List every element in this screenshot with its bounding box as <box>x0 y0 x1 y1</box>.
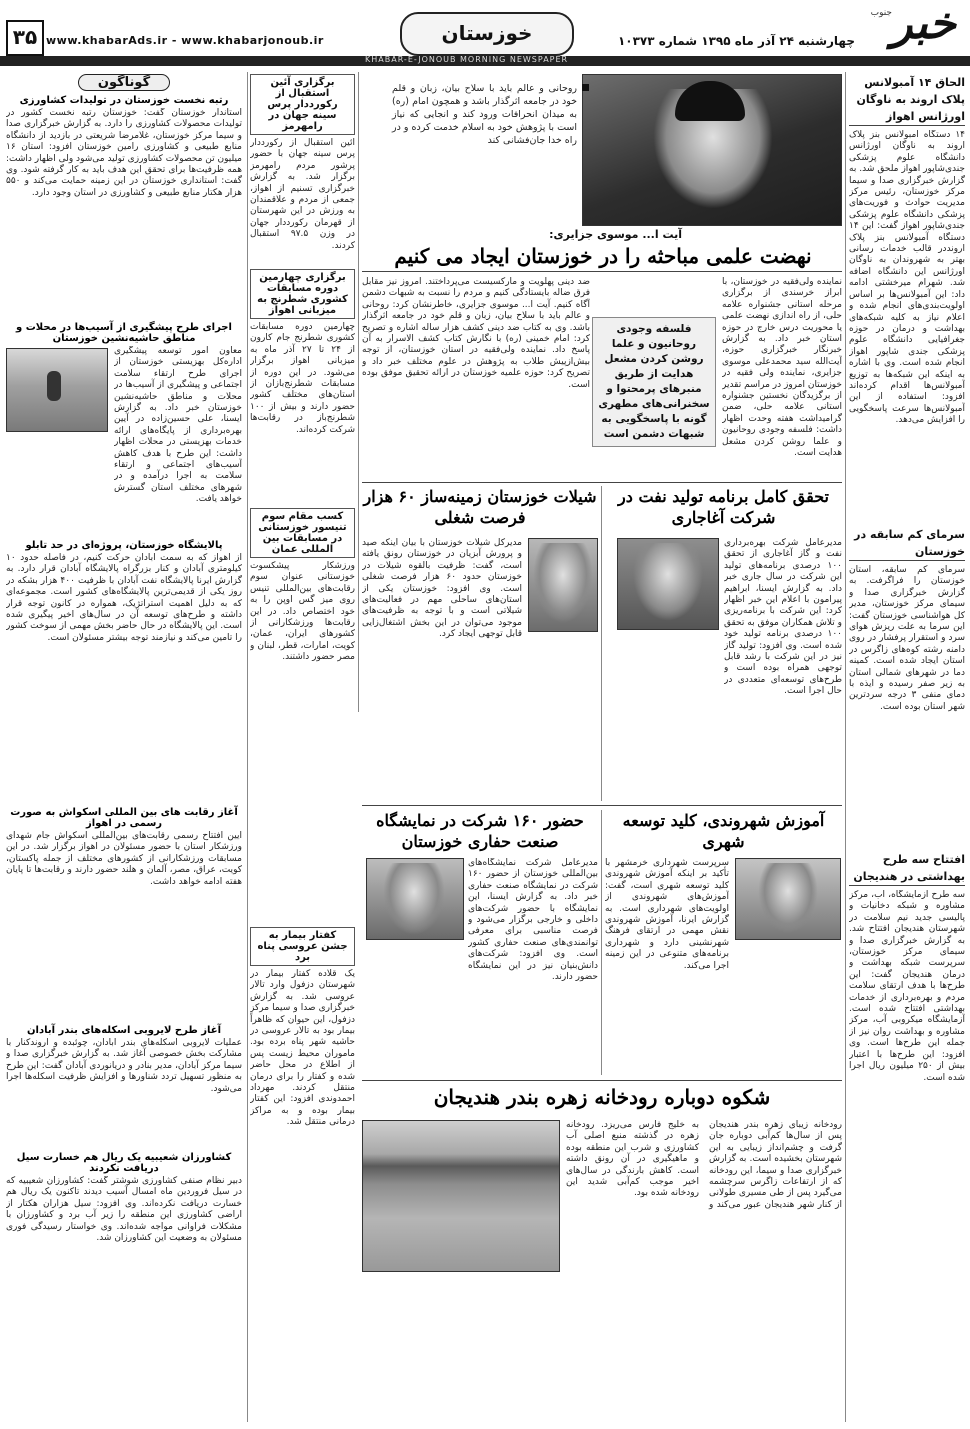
masthead <box>0 0 970 70</box>
expo-body: مدیرعامل شرکت نمایشگاه‌های بین‌المللی خوزستان از حضور ۱۶۰ شرکت در نمایشگاه صنعت حفاری خبر داد. به گزارش ایسنا، این نمایشگاه با حضور شرکت‌های داخلی و خارجی برگزار می‌شود و فرصت مناسبی برای معرفی توانمندی‌های صنعت حفاری کشور است. وی افزود: شرکت‌های دانش‌بنیان نیز در این نمایشگاه حضور دارند. <box>468 858 598 983</box>
story-body-right: نماینده ولی‌فقیه در خوزستان، با ابراز خرسندی از برگزاری مرحله استانی جشنواره علامه حلی، از راه اندازی نهضت علمی یا محوریت درس خارج در حوزه استان خبر داد. به گزارش خبرنگار خبرگزاری حوزه، آیت‌الله سید محمدعلی موسوی جزایری، نماینده ولی فقیه در خوزستان امروز در مراسم تقدیر از برگزیدگان نخستین جشنواره استانی علامه حلی، ضمن گرامیداشت هفته وحدت اظهار داشت: فلسفه وجودی روحانیون و علما روشن کردن مشعل هدایت است. <box>722 277 842 459</box>
right-item-heading: افتتاح سه طرح بهداشتی در هندیجان <box>849 851 965 886</box>
photo-child-playing <box>6 348 108 432</box>
right-item-body: سرمای کم سابقه، استان خوزستان را فراگرفت. به گزارش خبرگزاری صدا و سیمای مرکز خوزستان، مدیر کل هواشناسی خوزستان گفت: این سرما به علت ریزش هوای سرد و استقرار پرفشار در روی دامنه رشته کوه‌های زاگرس در استان ایجاد شده است. کمینه دما در شهرهای شمالی استان به زیر صفر رسیده و ایذه با دمای منفی ۳ درجه سردترین شهر استان بوده است. <box>849 565 965 712</box>
right-item-2 <box>849 526 965 845</box>
photo-zohreh-river <box>362 1120 560 1272</box>
col2-item-2 <box>250 269 355 502</box>
websites: www.khabarAds.ir - www.khabarjonoub.ir <box>46 34 324 47</box>
left-item-heading: آغاز طرح لایروبی اسکله‌های بندر آبادان <box>26 1025 221 1036</box>
col2-item-4 <box>250 927 355 1329</box>
photo-expo-manager <box>366 858 464 940</box>
left-item-6 <box>6 1152 242 1366</box>
right-item-body: سه طرح آزمایشگاه، آب، مرکز مشاوره و شبکه دخانیات و پالیسی جدید نیم سلامت در شهرستان هندیجان افتتاح شد. به گزارش خبرگزاری صدا و سیمای مرکز خوزستان، سرپرست شبکه بهداشت و درمان هندیجان گفت: این طرح‌ها با هدف ارتقای سلامت مردم و بهره‌برداری از خدمات بهداشتی افتتاح شده است. آزمایشگاه میکروبی آب، مرکز مشاوره و بهداشت روان نیز از جمله این طرح‌ها است. وی افزود: این طرح‌ها با اعتبار بیش از ۲۵۰ میلیون ریال اجرا شده است. <box>849 890 965 1083</box>
river-headline: شکوه دوباره رودخانه زهره بندر هندیجان <box>433 1085 771 1109</box>
story-river <box>362 1084 842 1422</box>
story-kicker: آیت ا... موسوی جزایری: <box>549 228 682 241</box>
expo-headline: حضور ۱۶۰ شرکت در نمایشگاه صنعت حفاری خوزستان <box>376 811 584 851</box>
river-body: رودخانه زیبای زهره بندر هندیجان پس از سال‌ها کم‌آبی دوباره جان گرفت و چشم‌انداز زیبایی به این شهرستان بخشیده است. به گزارش خبرگزاری صدا و سیما، این رودخانه که از ارتفاعات زاگرس سرچشمه می‌گیرد پس از طی مسیری طولانی از کنار شهر هندیجان عبور می‌کند و به خلیج فارس می‌ریزد. رودخانه زهره در گذشته منبع اصلی آب کشاورزی و شرب این منطقه بوده و ماهیگیری در آن رونق داشته است. کاهش بارندگی در سال‌های اخیر موجب کم‌آبی شدید این رودخانه شده بود. <box>566 1120 842 1210</box>
story-headline: نهضت علمی مباحثه را در خوزستان ایجاد می کنیم <box>394 244 812 268</box>
right-item-1 <box>849 74 965 520</box>
story-body-left: ضد دینی پهلویت و مارکسیست می‌پرداختند. امروز نیز مقابل فرق ضاله بایستادگی کنیم و مردم را نسبت به شبهات دشمن آگاه کنیم. آیت ا... موسوی جزایری، خاطرنشان کرد: روحانی و عالم باید با سلاح بیان، زبان و قلم خود در جامعه اثرگذار باشد. وی به کتاب ضد دینی کشف هزار ساله اشاره و تصریح کرد: امام خمینی (ره) با نگارش کتاب کشف الاسرار به آن پاسخ داد. نماینده ولی‌فقیه در استان خوزستان، از توجه بیش‌ازپیش طلاب به پژوهش در علوم مختلف خبر داد و تصریح کرد: حوزه علمیه خوزستان در ارائه تحقیق موفق بوده است. <box>362 277 590 390</box>
shilat-headline: شیلات خوزستان زمینه‌ساز ۶۰ هزار فرصت شغلی <box>363 487 597 527</box>
left-item-1 <box>6 95 242 318</box>
right-item-body: ۱۴ دستگاه آمبولانس بنز پلاک اروند به ناوگان اورژانس دانشگاه علوم پزشکی جندی‌شاپور اهواز ملحق شد. به گزارش خبرگزاری صدا و سیما مرکز خوزستان، رئیس مرکز مدیریت حوادث و فوریت‌های پزشکی دانشگاه علوم پزشکی جندی‌شاپور اهواز گفت: این ۱۴ دستگاه آمبولانس بنز پلاک ارونددر قالب خدمات رسانی بهتر به شهروندان به ناوگان اورژانس این دانشگاه اضافه شد. شهرام میرخشتی ادامه داد: این آمبولانس‌ها بر اساس اولویت‌بندی‌های انجام شده و اعلام نیاز به کلیه شبکه‌های بهداشت و درمان در حوزه جغرافیایی دانشگاه علوم پزشکی جندی شاپور اهواز انجام شده است. وی با اشاره به اینکه این شبکه‌ها به توزیع آمبولانس‌ها اقدام کرده‌اند افزود: استفاده از این آمبولانس‌ها سرعت پاسخگویی را افزایش می‌دهد. <box>849 130 965 426</box>
col2-body: یک قلاده کفتار بیمار در شهرستان دزفول وارد تالار عروسی شد. به گزارش خبرگزاری صدا و سیما مرکز دزفول، این حیوان که ظاهراً بیمار بود به تالار عروسی در حاشیه شهر پناه برده بود. ماموران محیط زیست پس از اطلاع در محل حاضر شده و کفتار را برای درمان منتقل کردند. مهرداد احمدوندی افزود: این کفتار بیمار بوده و به مراکز درمانی منتقل شد. <box>250 969 355 1128</box>
left-item-body: عملیات لایروبی اسکله‌های بندر آبادان، چوئبده و اروندکنار با مشارکت بخش خصوصی آغاز شد. به گزارش خبرگزاری صدا و سیما مرکز آبادان، مدیر بنادر و دریانوردی آبادان گفت: این طرح به منظور تسهیل تردد شناورها و افزایش ظرفیت اسکله‌ها اجرا می‌شود. <box>6 1038 242 1094</box>
section-tab <box>400 12 574 56</box>
left-item-3 <box>6 540 242 803</box>
left-item-heading: رتبه نخست خوزستان در تولیدات کشاورزی <box>19 95 229 106</box>
col2-heading: کسب مقام سوم تنیسور خوزستانی در مسابقات بین المللی عمان <box>250 508 355 558</box>
logo <box>862 0 962 50</box>
caption-text: روحانی و عالم باید با سلاح بیان، زبان و قلم خود در جامعه اثرگذار باشد و همچون امام (ره) به میدان انحرافات ورود کند و انجایی که نیاز است با پژوهش خود به اسلام خدمت کرده و در راه خدا جان‌فشانی کند <box>392 83 577 146</box>
left-item-body: استاندار خوزستان گفت: خوزستان رتبه نخست کشور در تولیدات محصولات کشاورزی را دارد. به گزارش خبرگزاری صدا و سیما مرکز خوزستان، غلامرضا شریعتی در بازدید از دانشگاه منابع طبیعی و کشاورزی رامین خوزستان افزود: استان ۱۶ میلیون تن محصولات کشاورزی تولید می‌شود ولی اظهار داشت: همه ظرفیت‌ها برای تحقق این هدف باید به کار گرفته شود. وی گفت: استانداری خوزستان در این زمینه حمایت می‌کند و ۵۵۰ هزار هکتار منابع طبیعی و کشاورزی در استان وجود دارد. <box>6 108 242 198</box>
left-item-5 <box>6 1025 242 1148</box>
right-column <box>849 74 965 1424</box>
citizen-headline: آموزش شهروندی، کلید توسعه شهری <box>622 811 825 851</box>
date-line: چهارشنبه ۲۴ آذر ماه ۱۳۹۵ شماره ۱۰۳۷۳ <box>617 34 855 48</box>
left-item-body: معاون امور توسعه پیشگیری اداره‌کل بهزیستی خوزستان از اجرای طرح ارتقاء سلامت اجتماعی و پیشگیری از آسیب‌ها در محلات و مناطق حاشیه‌نشین خوزستان خبر داد. به گزارش ایسنا، علی حسین‌زاده در آیین بهره‌برداری از پایگاه‌های ارائه خدمات بهزیستی در محلات اظهار داشت: این طرح با هدف کاهش آسیب‌های اجتماعی و ارتقاء سلامت به اجرا درآمده و در شهرهای مختلف استان گسترش خواهد یافت. <box>114 346 242 505</box>
col2-item-1 <box>250 74 355 263</box>
story-citizen <box>605 810 842 1075</box>
photo-oil-manager <box>617 538 719 630</box>
pull-quote-text: فلسفه وجودی روحانیون و علما روشن کردن مشعل هدایت از طریق منبرهای پرمحتوا و سخنرانی‌های مطهری گونه با پاسخگویی به شبهات دشمن است <box>598 323 710 440</box>
story-shilat <box>362 486 598 801</box>
logo-sub: جنوب <box>870 8 892 18</box>
oil-body: مدیرعامل شرکت بهره‌برداری نفت و گاز آغاجاری از تحقق ۱۰۰ درصدی برنامه‌های تولید این شرکت در سال جاری خبر داد. به گزارش ایسنا، ابراهیم پیرامون با اعلام این خبر اظهار کرد: این شرکت با برنامه‌ریزی و تلاش همکاران موفق به تحقق ۱۰۰ درصدی برنامه تولید خود شده است. وی افزود: تولید گاز نیز در این شرکت با رشد قابل توجهی همراه بوده است و طرح‌های توسعه‌ای متعددی در حال اجرا است. <box>724 538 842 697</box>
col2-body: ورزشکار پیشکسوت خوزستانی عنوان سوم رقابت‌های بین‌المللی تنیس روی میز گس اوپن را به خود اختصاص داد. در این رقابت‌ها ورزشکارانی از کشورهای ایران، عمان، کویت، امارات، قطر، لبنان و مصر حضور داشتند. <box>250 561 355 663</box>
banner-text: KHABAR-E-JONOUB MORNING NEWSPAPER <box>365 55 569 64</box>
col2-heading: برگزاری آئین استقبال از رکورددار پرس سینه جهان در رامهرمز <box>250 74 355 135</box>
col2-body: آئین استقبال از رکورددار پرس سینه جهان با حضور پرشور مردم رامهرمز برگزار شد. به گزارش خبرگزاری تسنیم از اهواز، جمعی از مردم و علاقمندان به ورزش در این شهرستان از قهرمان رکورددار جهان در وزن ۹۷.۵ استقبال کردند. <box>250 138 355 251</box>
story-oil <box>605 486 842 801</box>
caption-bullet <box>582 84 589 91</box>
left-item-body: آیین افتتاح رسمی رقابت‌های بین‌المللی اسکواش جام شهدای ورزشکار استان با حضور مسئولان در اهواز برگزار شد. در این مسابقات ورزشکارانی از کشورهای مختلف از جمله پاکستان، کویت، عراق، مصر، آلمان و هلند حضور دارند و رقابت‌ها تا پایان هفته ادامه خواهد داشت. <box>6 831 242 887</box>
shilat-body: مدیرکل شیلات خوزستان با بیان اینکه صید و پرورش آبزیان در خوزستان رونق یافته است، گفت: ظرفیت بالقوه شیلات در خوزستان حدود ۶۰ هزار فرصت شغلی است. وی افزود: خوزستان یکی از استان‌های ساحلی مهم در فعالیت‌های شیلاتی است و با توجه به ظرفیت‌های موجود می‌توان در این بخش اشتغال‌زایی قابل توجهی ایجاد کرد. <box>362 538 522 640</box>
masthead-banner <box>0 56 970 66</box>
photo-cleric-speaking <box>582 74 842 226</box>
right-item-3 <box>849 851 965 1410</box>
col2-heading: کفتار بیمار به جشن عروسی پناه برد <box>250 927 355 966</box>
photo-shilat-manager <box>528 538 598 632</box>
left-item-4 <box>6 807 242 1021</box>
left-item-heading: کشاورزان شعیبیه یک ریال هم خسارت سیل دریافت نکردند <box>16 1152 232 1174</box>
left-item-body: از اهواز که به سمت آبادان حرکت کنیم، در فاصله حدود ۱۰ کیلومتری آبادان و کنار بزرگراه پالایشگاه آبادان قرار دارد. به گزارش ایرنا پالایشگاه نفت آبادان با ظرفیت ۴۰۰ هزار بشکه در روز یکی از قدیمی‌ترین پالایشگاه‌های کشور است. مجموعه‌ای که به دلیل اهمیت استراتژیک، همواره در کانون توجه قرار داشته و طرح‌های توسعه آن در سال‌های اخیر پیگیری شده است. این پالایشگاه در حال حاضر بخش مهمی از سوخت کشور را تامین می‌کند و نیازمند توجه بیشتر مسئولان است. <box>6 553 242 643</box>
left-column-title <box>78 74 170 91</box>
section-title: خوزستان <box>441 21 533 45</box>
left-item-heading: اجرای طرح پیشگیری از آسیب‌ها در محلات و مناطق حاشیه‌نشین خوزستان <box>16 322 232 344</box>
photo-citizen-official <box>735 858 841 940</box>
story-expo <box>362 810 598 1075</box>
left-item-heading: پالایشگاه خوزستان، پروژه‌ای در حد تابلو <box>25 540 223 551</box>
right-item-heading: الحاق ۱۴ آمبولانس پلاک اروند به ناوگان اورژانس اهواز <box>849 74 965 126</box>
left-title-text: گوناگون <box>97 75 151 90</box>
col2-item-3 <box>250 508 355 921</box>
second-column <box>250 74 355 1424</box>
logo-text: خبر <box>891 0 956 49</box>
left-item-heading: آغاز رقابت های بین المللی اسکواش به صورت رسمی در اهواز <box>10 807 238 829</box>
col2-body: چهارمین دوره مسابقات کشوری شطرنج جام کارون از ۲۴ تا ۲۷ آذر ماه به میزبانی اهواز برگزار می‌شود. در این دوره از مسابقات شطرنج‌بازان از استان‌های مختلف کشور حضور دارند و بیش از ۱۰۰ شطرنج‌باز در رقابت‌ها شرکت کرده‌اند. <box>250 322 355 435</box>
pull-quote <box>592 317 716 447</box>
top-story <box>362 74 842 479</box>
right-item-heading: سرمای کم سابقه در خوزستان <box>849 526 965 561</box>
photo-caption <box>392 82 577 147</box>
left-column <box>6 74 242 1424</box>
left-item-body: دبیر نظام صنفی کشاورزی شوشتر گفت: کشاورزان شعیبیه که در سیل فروردین ماه امسال آسیب دیدند تاکنون یک ریال هم خسارت دریافت نکرده‌اند. وی افزود: سیل هزاران هکتار از اراضی کشاورزی این منطقه را زیر آب برد و کشاورزان با مشکلات فراوانی مواجه شده‌اند. وی خواستار رسیدگی فوری مسئولان به وضعیت این کشاورزان شد. <box>6 1176 242 1244</box>
col2-heading: برگزاری چهارمین دوره مسابقات کشوری شطرنج به میزبانی اهواز <box>250 269 355 319</box>
page-number: ۳۵ <box>6 20 44 56</box>
oil-headline: تحقق کامل برنامه تولید نفت در شرکت آغاجاری <box>618 487 829 527</box>
left-item-2 <box>6 322 242 536</box>
citizen-body: سرپرست شهرداری خرمشهر با تأکید بر اینکه آموزش شهروندی کلید توسعه شهری است، گفت: آموزش‌های شهروندی از اولویت‌های شهرداری است. به گزارش ایرنا، آموزش شهروندی نقش مهمی در ارتقای فرهنگ شهرنشینی دارد و شهرداری برنامه‌های متنوعی در این زمینه اجرا می‌کند. <box>605 858 729 971</box>
